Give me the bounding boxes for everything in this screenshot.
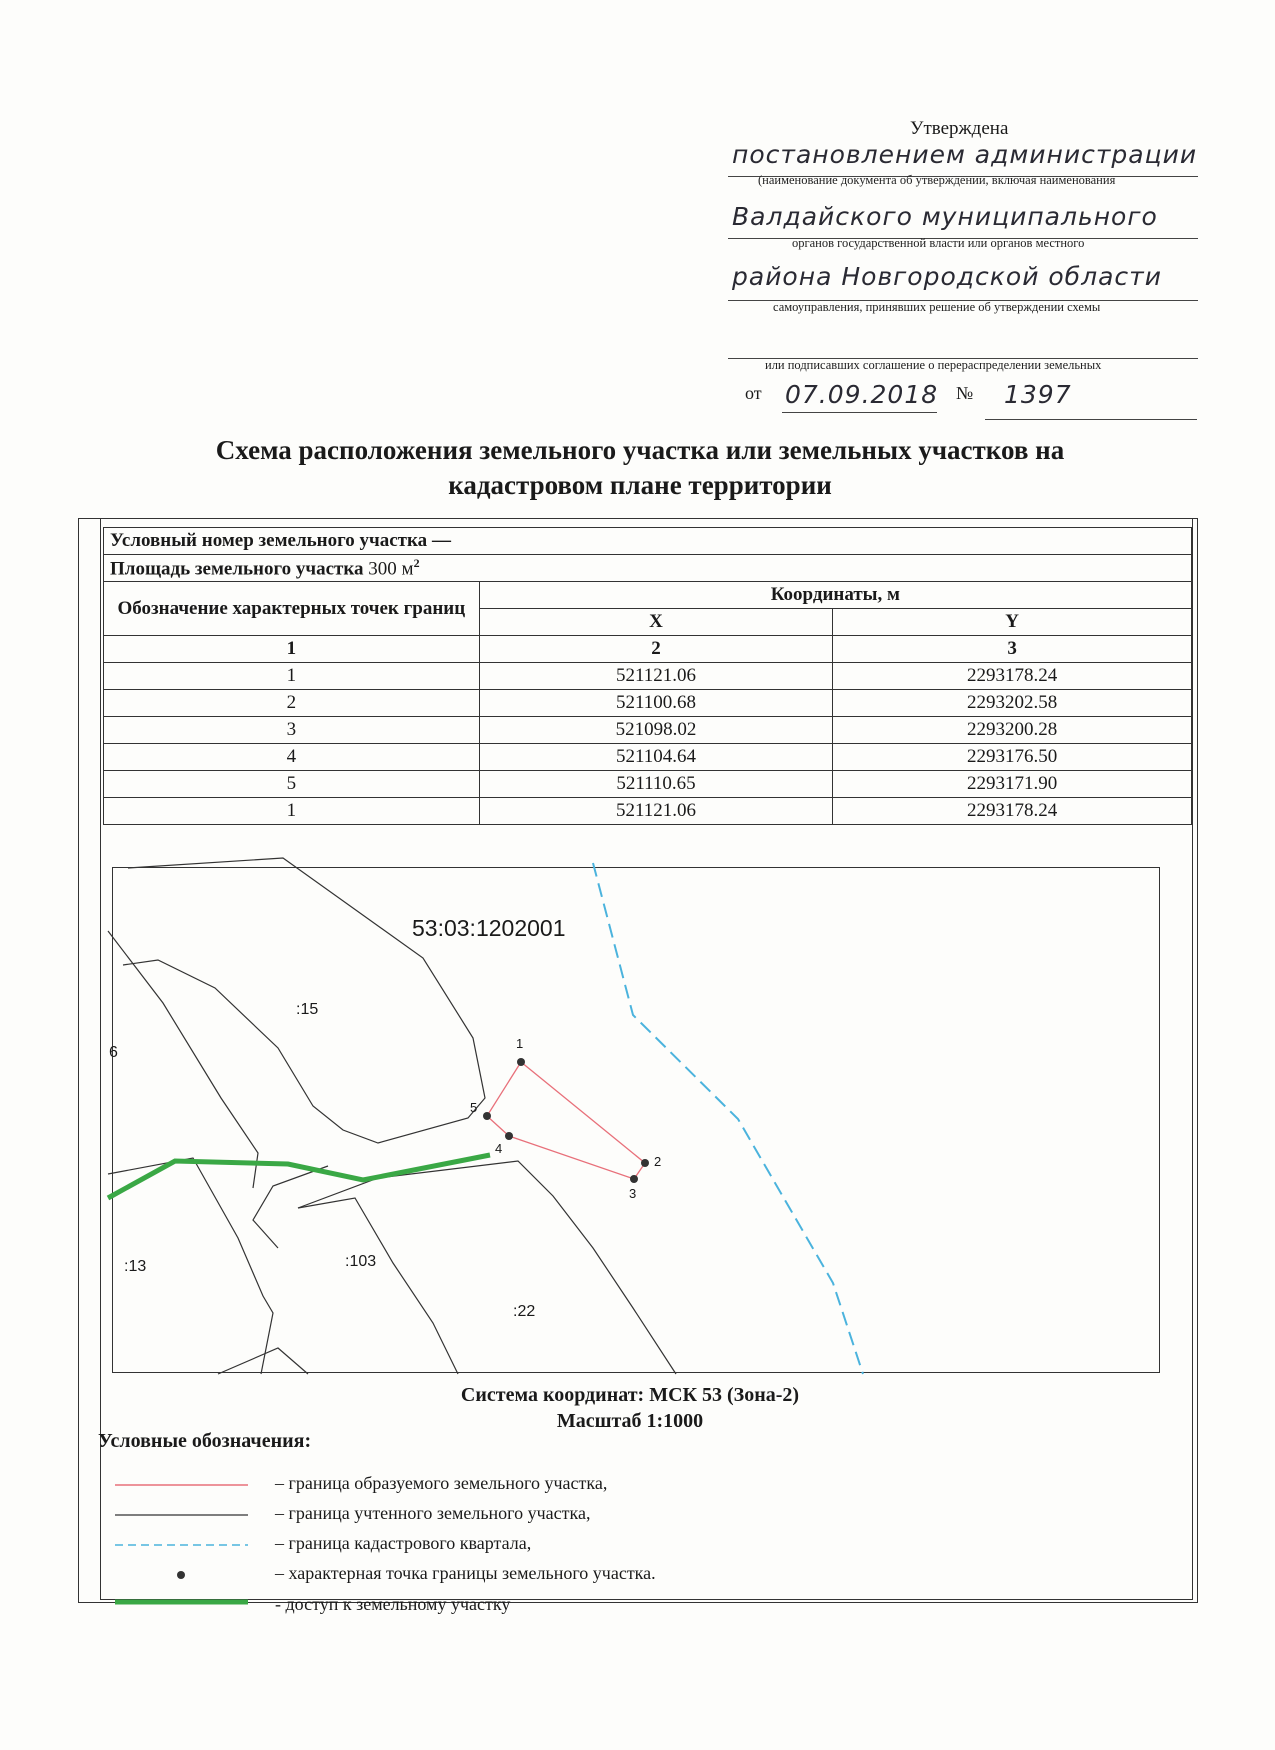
caption-2: органов государственной власти или органов местного bbox=[792, 236, 1085, 250]
point-label-5: 5 bbox=[470, 1100, 478, 1115]
handwritten-authority-1: Валдайского муниципального bbox=[732, 202, 1158, 231]
point-5-dot bbox=[483, 1112, 491, 1120]
road-edge-boundary bbox=[253, 1166, 328, 1248]
table-row bbox=[104, 690, 1192, 717]
blue-dashed-line-icon bbox=[115, 1530, 250, 1560]
from-label: от bbox=[745, 383, 762, 403]
point-label-4: 4 bbox=[495, 1141, 503, 1156]
red-line-icon bbox=[115, 1470, 250, 1500]
black-line-icon bbox=[115, 1500, 250, 1530]
title-line-1: Схема расположения земельного участка или земельных участков на bbox=[215, 435, 1065, 465]
y-cell: 2293178.24 bbox=[833, 798, 1192, 825]
y-cell: 2293178.24 bbox=[833, 663, 1192, 690]
col-number-2: 2 bbox=[479, 636, 833, 663]
point-cell: 1 bbox=[104, 798, 480, 825]
dot-icon bbox=[115, 1560, 250, 1590]
approved-label: Утверждена bbox=[910, 118, 1009, 139]
characteristic-points bbox=[483, 1058, 649, 1183]
table-row bbox=[104, 744, 1192, 771]
coordinate-system: Система координат: МСК 53 (Зона-2) bbox=[460, 1384, 800, 1406]
y-header: Y bbox=[833, 609, 1192, 636]
map-info bbox=[200, 1382, 1060, 1434]
parcel-label-6: 6 bbox=[109, 1044, 118, 1061]
table-row bbox=[104, 771, 1192, 798]
green-line-icon bbox=[115, 1591, 250, 1621]
quarter-boundary bbox=[593, 863, 863, 1374]
point-4-dot bbox=[505, 1132, 513, 1140]
column-numbers-row bbox=[104, 636, 1192, 663]
point-cell: 5 bbox=[104, 771, 480, 798]
y-cell: 2293202.58 bbox=[833, 690, 1192, 717]
x-cell: 521121.06 bbox=[479, 663, 833, 690]
caption-3: самоуправления, принявших решение об утверждении схемы bbox=[773, 300, 1101, 314]
coords-header: Координаты, м bbox=[479, 582, 1191, 609]
approval-date: 07.09.2018 bbox=[785, 380, 939, 409]
points-header: Обозначение характерных точек границ bbox=[104, 582, 480, 636]
area-label: Площадь земельного участка bbox=[110, 558, 364, 580]
point-label-3: 3 bbox=[629, 1186, 637, 1201]
legend-text: – граница кадастрового квартала, bbox=[275, 1533, 532, 1553]
parcel-label-22: :22 bbox=[513, 1303, 536, 1320]
parcel-number-row bbox=[104, 528, 1192, 555]
point-label-2: 2 bbox=[654, 1154, 662, 1169]
y-cell: 2293171.90 bbox=[833, 771, 1192, 798]
point-cell: 3 bbox=[104, 717, 480, 744]
map-scale: Масштаб 1:1000 bbox=[556, 1410, 704, 1432]
parcel-label-13: :13 bbox=[124, 1258, 147, 1275]
parcel-label-15: :15 bbox=[296, 1001, 319, 1018]
y-cell: 2293200.28 bbox=[833, 717, 1192, 744]
table-row bbox=[104, 798, 1192, 825]
point-label-1: 1 bbox=[516, 1036, 524, 1051]
caption-1: (наименование документа об утверждении, включая наименования bbox=[758, 173, 1116, 187]
legend-text: – характерная точка границы земельного участка. bbox=[275, 1563, 656, 1583]
x-cell: 521100.68 bbox=[479, 690, 833, 717]
col-number-3: 3 bbox=[833, 636, 1192, 663]
cadastral-map bbox=[109, 867, 1160, 1373]
legend-title: Условные обозначения: bbox=[98, 1430, 312, 1452]
parcel-label-103: :103 bbox=[345, 1253, 377, 1270]
table-row bbox=[104, 663, 1192, 690]
x-cell: 521104.64 bbox=[479, 744, 833, 771]
handwritten-doc-name: постановлением администрации bbox=[732, 140, 1198, 169]
x-cell: 521110.65 bbox=[479, 771, 833, 798]
coordinates-table bbox=[103, 527, 1192, 825]
legend-text: – граница образуемого земельного участка, bbox=[275, 1473, 608, 1493]
point-cell: 1 bbox=[104, 663, 480, 690]
cadastral-quarter-label: 53:03:1202001 bbox=[412, 915, 566, 941]
approval-number: 1397 bbox=[1004, 380, 1072, 409]
existing-boundaries bbox=[108, 858, 676, 1374]
title-line-2: кадастровом плане территории bbox=[448, 470, 832, 500]
date-underline bbox=[782, 412, 937, 413]
number-underline bbox=[985, 419, 1197, 420]
map-drawing bbox=[113, 868, 1161, 1374]
point-1-dot bbox=[517, 1058, 525, 1066]
point-2-dot bbox=[641, 1159, 649, 1167]
point-cell: 2 bbox=[104, 690, 480, 717]
x-header: X bbox=[479, 609, 833, 636]
number-label: № bbox=[956, 383, 974, 403]
legend-text: - доступ к земельному участку bbox=[275, 1594, 511, 1614]
caption-4: или подписавших соглашение о перераспределении земельных bbox=[765, 358, 1102, 372]
handwritten-authority-2: района Новгородской области bbox=[732, 262, 1162, 291]
x-cell: 521121.06 bbox=[479, 798, 833, 825]
document-title bbox=[160, 433, 1120, 503]
parcel-number-value: — bbox=[431, 530, 451, 551]
area-unit-sup: 2 bbox=[413, 555, 420, 570]
parcel-number-label: Условный номер земельного участка bbox=[110, 530, 428, 551]
legend-text: – граница учтенного земельного участка, bbox=[275, 1503, 591, 1523]
header-row-1 bbox=[104, 582, 1192, 609]
point-3-dot bbox=[630, 1175, 638, 1183]
y-cell: 2293176.50 bbox=[833, 744, 1192, 771]
point-cell: 4 bbox=[104, 744, 480, 771]
area-row bbox=[104, 555, 1192, 582]
x-cell: 521098.02 bbox=[479, 717, 833, 744]
area-value: 300 м bbox=[368, 558, 414, 580]
table-row bbox=[104, 717, 1192, 744]
parcel-6-boundary bbox=[108, 931, 258, 1188]
parcel-103-boundary bbox=[298, 1198, 458, 1374]
col-number-1: 1 bbox=[104, 636, 480, 663]
